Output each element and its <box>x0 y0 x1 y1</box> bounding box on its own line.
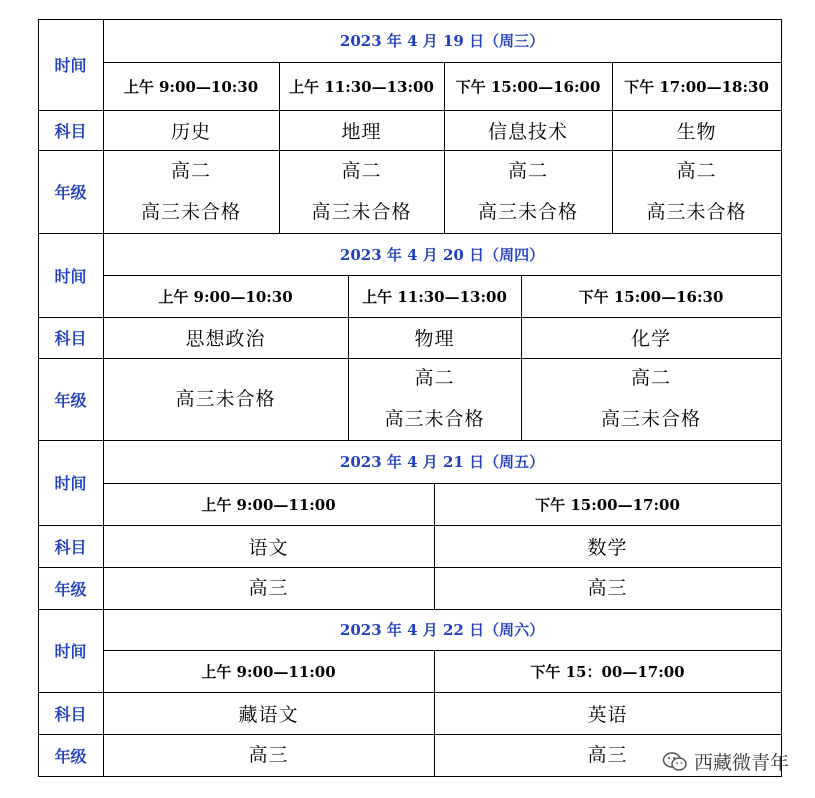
session-grades <box>103 734 434 776</box>
label-grade: 年级 <box>54 746 87 766</box>
label-grade: 年级 <box>54 183 87 202</box>
session-time: 上午 9:00—11:00 <box>201 495 336 514</box>
session-subject: 英语 <box>587 703 628 726</box>
session-time: 上午 11:30—13:00 <box>362 287 507 306</box>
session-subject: 藏语文 <box>238 703 299 726</box>
wechat-icon <box>662 751 688 773</box>
grade-item: 高三未合格 <box>477 200 578 223</box>
label-subject: 科目 <box>54 704 87 724</box>
grade-item: 高二 <box>630 367 671 389</box>
session-subject: 化学 <box>630 328 671 350</box>
session-grades <box>521 358 781 440</box>
session-time: 上午 9:00—10:30 <box>158 287 293 306</box>
label-subject: 科目 <box>54 329 87 348</box>
label-grade: 年级 <box>54 579 87 599</box>
session-subject: 地理 <box>341 120 382 143</box>
grade-item: 高三未合格 <box>600 408 701 430</box>
session-time: 下午 15:00—16:00 <box>455 77 601 96</box>
exam-date: 2023 年 4 月 20 日（周四） <box>339 245 545 264</box>
session-grades <box>103 358 348 440</box>
session-grades <box>612 150 781 233</box>
session-time: 上午 9:00—11:00 <box>201 662 336 681</box>
session-grades <box>103 150 279 233</box>
grade-item: 高三未合格 <box>384 408 485 430</box>
session-time: 上午 11:30—13:00 <box>289 77 434 96</box>
session-subject: 思想政治 <box>185 328 266 350</box>
session-time: 下午 15：00—17:00 <box>530 662 685 681</box>
grade-item: 高二 <box>170 159 211 182</box>
label-time: 时间 <box>54 56 87 75</box>
label-subject: 科目 <box>54 537 87 557</box>
grade-item: 高三 <box>587 743 628 766</box>
exam-date: 2023 年 4 月 22 日（周六） <box>339 621 545 639</box>
grade-item: 高三 <box>248 743 289 766</box>
session-time: 下午 17:00—18:30 <box>624 77 769 96</box>
session-subject: 生物 <box>676 120 717 143</box>
session-time: 下午 15:00—17:00 <box>535 495 680 514</box>
grade-item: 高二 <box>414 367 455 389</box>
grade-item: 高三未合格 <box>175 387 276 410</box>
session-subject: 历史 <box>170 120 211 143</box>
grade-item: 高三未合格 <box>646 200 747 223</box>
session-subject: 语文 <box>248 536 289 559</box>
session-grades <box>434 567 781 609</box>
session-grades <box>103 567 434 609</box>
watermark <box>662 748 789 775</box>
session-time: 下午 15:00—16:30 <box>578 287 724 306</box>
grade-item: 高二 <box>676 159 717 182</box>
session-time: 上午 9:00—10:30 <box>123 77 259 96</box>
label-grade: 年级 <box>54 390 87 410</box>
grade-item: 高三 <box>587 576 628 599</box>
session-subject: 数学 <box>587 536 628 559</box>
session-subject: 物理 <box>414 328 455 350</box>
grade-item: 高三未合格 <box>140 200 241 223</box>
label-subject: 科目 <box>54 121 87 141</box>
watermark-text: 西藏微青年 <box>693 752 789 774</box>
label-time: 时间 <box>54 266 87 286</box>
session-grades <box>444 150 612 233</box>
grade-item: 高三未合格 <box>311 200 412 223</box>
exam-date: 2023 年 4 月 21 日（周五） <box>339 453 545 471</box>
session-grades <box>348 358 521 440</box>
label-time: 时间 <box>54 474 87 493</box>
grade-item: 高二 <box>341 159 382 182</box>
exam-date: 2023 年 4 月 19 日（周三） <box>339 32 545 50</box>
grade-item: 高二 <box>507 159 548 182</box>
label-time: 时间 <box>54 642 87 661</box>
session-subject: 信息技术 <box>487 120 568 143</box>
grade-item: 高三 <box>248 576 289 599</box>
session-grades <box>279 150 444 233</box>
